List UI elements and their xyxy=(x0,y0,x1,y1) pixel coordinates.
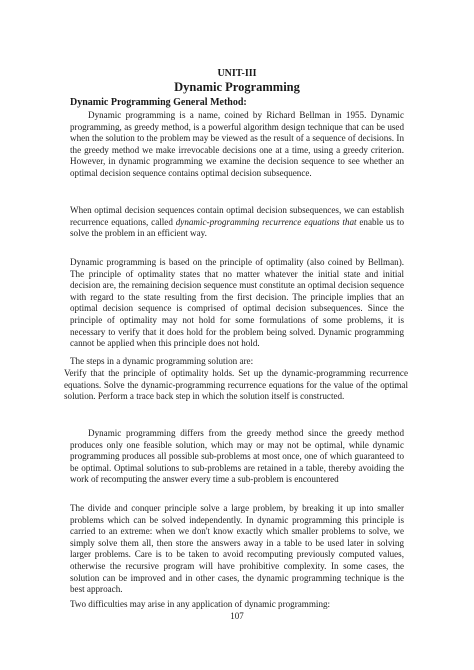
paragraph-steps-intro: The steps in a dynamic programming solution are: xyxy=(70,356,254,366)
paragraph-difficulties: Two difficulties may arise in any application of dynamic programming: xyxy=(70,599,331,609)
unit-label: UNIT-III xyxy=(217,68,257,79)
page-title: Dynamic Programming xyxy=(174,80,300,94)
paragraph-recurrence-end: enable us to solve the problem in an efficient way. xyxy=(70,216,404,239)
paragraph-principle-of-optimality: Dynamic programming is based on the principle of optimality (also coined by Bellman). The principle of optimality states that no matter whatever the initial state and initial decision are, the remaining decision sequence must constitute an optimal decision sequence with regard to the state resulting from the first decision. The principle implies that an optimal decision sequence is comprised of optimal decision subsequences. Since the principle of optimality may not hold for some formulations of some problems, it is necessary to verify that it does hold for the problem being solved. Dynamic programming cannot be applied when this principle does not hold. xyxy=(70,257,404,349)
page-number: 107 xyxy=(230,611,244,621)
paragraph-recurrence xyxy=(70,205,404,240)
paragraph-greedy-comparison: Dynamic programming differs from the greedy method since the greedy method produces only one feasible solution, which may or may not be optimal, while dynamic programming produces all possible sub-problems at most once, one of which guaranteed to be optimal. Optimal solutions to sub-problems are retained in a table, thereby avoiding the work of recomputing the answer every time a sub-problem is encountered xyxy=(70,428,404,485)
paragraph-intro: Dynamic programming is a name, coined by Richard Bellman in 1955. Dynamic programming, as greedy method, is a powerful algorithm design technique that can be used when the solution to the problem may be viewed as the result of a sequence of decisions. In the greedy method we make irrevocable decisions one at a time, using a greedy criterion. However, in dynamic programming we examine the decision sequence to see whether an optimal decision sequence contains optimal decision subsequence. xyxy=(70,110,404,178)
paragraph-recurrence-emphasis: dynamic-programming recurrence equations that xyxy=(175,216,357,227)
section-heading: Dynamic Programming General Method: xyxy=(70,97,247,108)
paragraph-steps: Verify that the principle of optimality holds. Set up the dynamic-programming recurrence equations. Solve the dynamic-programming recurrence equations for the value of the optimal solution. Perform a trace back step in which the solution itself is constructed. xyxy=(64,368,408,402)
paragraph-divide-and-conquer: The divide and conquer principle solve a large problem, by breaking it up into smaller problems which can be solved independently. In dynamic programming this principle is carried to an extreme: when we don't know exactly which smaller problems to solve, we simply solve them all, then store the answers away in a table to be used later in solving larger problems. Care is to be taken to avoid recomputing previously computed values, otherwise the recursive program will have prohibitive complexity. In some cases, the solution can be improved and in other cases, the dynamic programming technique is the best approach. xyxy=(70,503,404,595)
paragraph-recurrence-start: When optimal decision sequences contain optimal decision subsequences, we can establish recurrence equations, called xyxy=(70,205,404,227)
